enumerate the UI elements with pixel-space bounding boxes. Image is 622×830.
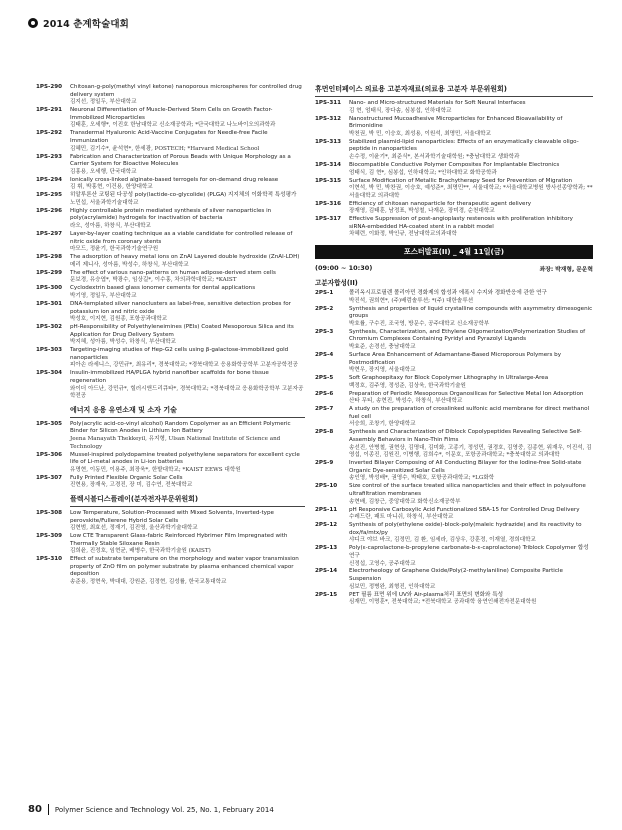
entry-authors: 김태훈, 오세행*, 이진호 한남대학교 신소재공학과; *단국대학교 나노바이오의과학과 — [70, 122, 276, 129]
program-entry — [315, 391, 593, 406]
entry-id: 1PS-311 — [315, 100, 342, 106]
entry-title: Efficiency of chitosan nanoparticle for therapeutic agent delivery — [349, 200, 532, 207]
entry-id: 1PS-314 — [315, 161, 342, 168]
entry-title: Low CTE Transparent Glass-fabric Reinforced Hybrimer Film Impregnated with Thermally Stable Siloxane Resin — [70, 533, 288, 547]
entry-body — [349, 216, 593, 239]
entry-body — [70, 421, 305, 451]
entry-authors: 이현석, 박 민, 박찬권, 이승호, 예성준*, 최명민**, 서울대학교; *서울대학교병원 방사선종양학과; **서울대학교 의과대학 — [349, 185, 593, 199]
section-title-flexible-display: 플렉시블디스플레이(분자전자부문위원회) — [70, 494, 305, 507]
entry-id: 1PS-307 — [36, 474, 63, 481]
entry-body — [70, 154, 305, 177]
entry-id: 1PS-309 — [36, 533, 63, 540]
entry-title: Highly controllable protein mediated synthesis of silver nanoparticles in poly(acrylamide) hydrogels for inactivation of bacteria — [70, 207, 272, 222]
entry-authors: 김 휘, 박홍현, 이건용, 한양대학교 — [70, 184, 153, 191]
entry-body — [349, 352, 593, 375]
entry-title: Targeting-imaging studies of Hep-G2 cells using β-galactose-immobilized gold nanoparticles — [70, 347, 289, 361]
entry-title: Layer-by-layer coating technique as a viable candidate for controlled release of nitric oxide from coronary stents — [70, 231, 293, 245]
program-entry — [36, 84, 305, 107]
entry-id: 1PS-303 — [36, 347, 63, 354]
entry-authors: 김지선, 정일두, 부산대학교 — [70, 99, 137, 106]
entry-id: 1PS-300 — [36, 285, 63, 292]
entry-title: pH-Responsibility of Polyethyleneimines (PEIs) Coated Mesoporous Silica and its Application for Drug Delivery System — [70, 324, 294, 338]
entry-body — [349, 406, 593, 429]
entry-title: Synthesis and properties of liquid crystalline compounds with asymmetry dimesogenic groups — [349, 305, 593, 320]
program-entry — [36, 509, 305, 533]
entry-title: Electrorheology of Graphene Oxide/Poly(2-methylaniline) Composite Particle Suspension — [349, 568, 563, 583]
entry-authors: 심보민, 정병완, 최형진, 인하대학교 — [349, 583, 436, 590]
program-entry — [315, 460, 593, 483]
entry-body — [349, 592, 593, 607]
entry-title: 히알루론산 코팅된 다공성 poly(lactide-co-glycolide) (PLGA) 지지체의 이화학적 특성평가 — [70, 192, 297, 199]
entry-body — [349, 391, 593, 406]
program-entry — [315, 483, 593, 506]
entry-id: 2PS-10 — [315, 483, 338, 490]
entry-id: 2PS-4 — [315, 351, 334, 358]
entry-body — [349, 545, 593, 568]
entry-id: 1PS-294 — [36, 176, 63, 183]
entry-body — [349, 429, 593, 459]
entry-title: The effect of various nano-patterns on human adipose-derived stem cells — [70, 269, 276, 276]
entry-title: Chitosan-g-poly(methyl vinyl ketone) nanoporous microspheres for controlled drug delivery system — [70, 84, 302, 98]
entry-authors: 박현우, 장지영, 서울대학교 — [349, 367, 416, 374]
entry-id: 1PS-296 — [36, 207, 63, 214]
entry-title: Transdermal Hyaluronic Acid-Vaccine Conjugates for Needle-free Facile Immunization — [70, 130, 268, 144]
entry-title: Effect of substrate temperature on the morphology and water vapor transmission property of ZnO film on polymer substrate by plasma enhanced chemical vapor deposition — [70, 556, 299, 578]
entry-list-energy — [36, 420, 305, 490]
entry-id: 2PS-1 — [315, 290, 334, 297]
program-entry — [315, 329, 593, 352]
entry-body — [349, 306, 593, 329]
journal-citation: Polymer Science and Technology Vol. 25, No. 1, February 2014 — [54, 805, 274, 814]
entry-body — [70, 254, 305, 269]
program-entry — [315, 201, 593, 216]
entry-id: 1PS-299 — [36, 269, 63, 276]
program-entry — [36, 192, 305, 207]
entry-title: Stabilized plasmid-lipid nanoparticles: Effects of an enzymatically cleavable oligo-peptide in nanoparticles — [349, 138, 579, 153]
entry-body — [349, 201, 593, 216]
program-entry — [36, 153, 305, 177]
entry-title: DNA-templated silver nanoclusters as label-free, sensitive detection probes for potassium ion and nitric oxide — [70, 300, 291, 315]
entry-authors: 마모드, 정윤기, 한국과학기술연구원 — [70, 246, 159, 253]
entry-list-flexible-display — [36, 509, 305, 587]
entry-id: 2PS-8 — [315, 429, 334, 436]
entry-body — [349, 568, 593, 591]
entry-id: 1PS-292 — [36, 130, 63, 137]
entry-id: 2PS-14 — [315, 568, 338, 575]
entry-body — [349, 507, 593, 522]
entry-title: Biocompatible Conductive Polymer Composites For Implantable Electronics — [349, 161, 560, 168]
program-entry — [36, 269, 305, 285]
entry-body — [70, 84, 305, 107]
entry-authors: 김현범, 최효선, 정재기, 김진영, 울산과학기술대학교 — [70, 525, 198, 532]
entry-body — [70, 192, 305, 207]
program-entry — [36, 254, 305, 269]
program-entry — [315, 216, 593, 239]
entry-id: 1PS-308 — [36, 509, 63, 516]
program-entry — [36, 474, 305, 490]
program-entry — [36, 176, 305, 192]
entry-authors: 와이더 아드난, 강민규*, 힐러시앤드리큐타*, 경북대학교; *경북대학교 응용화학공학부 고분자공학전공 — [70, 385, 304, 400]
entry-authors: 박기영, 정일두, 부산대학교 — [70, 292, 137, 299]
program-entry — [36, 451, 305, 475]
entry-title: Poly(acrylic acid-co-vinyl alcohol) Random Copolymer as an Efficient Polymeric Binder for Silicon Anodes in Lithium Ion Battery — [70, 420, 291, 435]
program-entry — [36, 420, 305, 451]
entry-id: 1PS-293 — [36, 153, 63, 160]
program-entry — [315, 545, 593, 568]
page-footer — [28, 804, 274, 815]
session-time-row — [315, 264, 593, 273]
entry-title: Synthesis of poly(ethylene oxide)-block-poly(maleic hydrazide) and its reactivity to dox/fa/mtx/py — [349, 522, 582, 536]
entry-body — [349, 375, 593, 390]
entry-authors: 피아손 라세니스, 강민규*, 최유리*, 경북대학교; *경북대학교 응용화학공학부 고분자공학전공 — [70, 362, 298, 369]
entry-body — [349, 460, 593, 483]
entry-title: Ionically cross-linked alginate-based terrogels for on-demand drug release — [70, 176, 279, 183]
entry-authors: 박호률, 구수진, 조국영, 방문수, 공주대학교 신소재공학부 — [349, 320, 490, 327]
entry-id: 2PS-5 — [315, 375, 334, 382]
entry-title: Nanostructured Mucoadhesive Microparticles for Enhanced Bioavailability of Brimonidine — [349, 115, 563, 130]
entry-authors: 김홍용, 오세행, 단국대학교 — [70, 168, 137, 175]
entry-authors: 진현용, 장재욱, 고경진, 장 미, 김수연, 전북대학교 — [70, 482, 193, 489]
entry-body — [70, 452, 305, 475]
program-entry — [36, 556, 305, 586]
entry-authors: 박천권, 박 민, 이승호, 최성용, 이원석, 최명민, 서울대학교 — [349, 130, 491, 137]
program-entry — [315, 100, 593, 115]
entry-authors: 신정섭, 고영수, 공주대학교 — [349, 560, 416, 567]
entry-authors: 김 현, 엄태식, 장다솜, 심봉섭, 인하대학교 — [349, 107, 452, 114]
entry-body — [349, 329, 593, 352]
entry-id: 1PS-302 — [36, 324, 63, 331]
program-entry — [36, 231, 305, 254]
entry-id: 1PS-301 — [36, 300, 63, 307]
entry-authors: 박지혜, 성아름, 박성수, 하창식, 부산대학교 — [70, 339, 177, 346]
entry-title: Low Temperature, Solution-Processed with Mixed Solvents, Inverted-type perovskite/Fullerene Hybrid Solar Cells — [70, 509, 274, 524]
entry-id: 2PS-12 — [315, 522, 338, 529]
program-entry — [36, 207, 305, 231]
entry-body — [70, 347, 305, 370]
entry-id: 1PS-290 — [36, 84, 63, 90]
program-entry — [36, 130, 305, 153]
entry-title: Inverted Bilayer Composing of All Conducting Bilayer for the Iodine-free Solid-state Organic Dye-sensitized Solar Cells — [349, 460, 582, 474]
program-entry — [315, 352, 593, 375]
program-entry — [36, 370, 305, 400]
entry-title: pH Responsive Carboxylic Acid Functionalized SBA-15 for Controlled Drug Delivery — [349, 506, 580, 513]
entry-authors: 샤디크 야브 바크, 김정민, 김 환, 임세라, 김상우, 강훈정, 이재열, 경희대학교 — [349, 537, 536, 544]
session-chair: 좌장: 박재형, 문운혁 — [539, 267, 593, 274]
entry-authors: 산타 무티, 송현진, 박성수, 하창식, 부산대학교 — [349, 398, 463, 405]
entry-authors: 차혜련, 이화정, 박인규, 전남대학교의과대학 — [349, 231, 457, 238]
program-entry — [315, 406, 593, 429]
entry-title: Surface Modification of Metallic Brachytherapy Seed for Prevention of Migration — [349, 177, 573, 184]
entry-body — [349, 178, 593, 201]
entry-authors: 김혜민, 김기수*, 윤석현*, 한세광, POSTECH; *Harvard Medical School — [70, 145, 260, 152]
entry-id: 1PS-304 — [36, 370, 63, 377]
entry-body — [349, 162, 593, 177]
program-entry — [315, 178, 593, 201]
section-title-medical: 휴먼인터페이스 의료용 고분자재료(의료용 고분자 부문위원회) — [315, 84, 593, 97]
entry-id: 1PS-315 — [315, 177, 342, 184]
entry-body — [349, 483, 593, 506]
entry-list-biomaterials — [36, 84, 305, 401]
entry-body — [349, 116, 593, 139]
entry-title: Nano- and Micro-structured Materials for Soft Neural Interfaces — [349, 100, 526, 106]
page-header — [28, 16, 129, 30]
entry-list-polymer-synthesis — [315, 290, 593, 607]
entry-id: 2PS-13 — [315, 545, 338, 552]
program-entry — [36, 300, 305, 324]
entry-title: A study on the preparation of crosslinked sulfonic acid membrane for direct methanol fuel cell — [349, 406, 590, 420]
entry-body — [70, 270, 305, 285]
entry-body — [70, 301, 305, 324]
entry-title: 폴리옥시프로필렌 폴리아민 경화제의 합성과 에폭시 수지와 경화반응에 관한 연구 — [349, 290, 547, 297]
entry-authors: 수레드란, 패트 마니쉬, 하창식, 부산대학교 — [349, 514, 454, 521]
entry-id: 1PS-291 — [36, 107, 63, 114]
entry-authors: 송준용, 정현욱, 박대대, 강원준, 김정현, 김성률, 한국교통대학교 — [70, 579, 227, 586]
entry-title: Insulin-immobilized HA/PLGA hybrid nanofiber scaffolds for bone tissue regeneration — [70, 370, 269, 385]
entry-authors: 박진석, 권희현*, (주)배럼솔루션; *(주) 대한솔루션 — [349, 297, 474, 304]
entry-authors: 김희윤, 진정호, 임현균, 배병수, 한국과학기술원 (KAIST) — [70, 548, 211, 555]
entry-authors: 송선진, 안병철, 권현상, 김명대, 김미화, 고종기, 정성민, 권경호, 김영중, 김종현, 위재우, 이진석, 김영섭, 이종진, 김원진, 이병행, 김희수*, 이문호, 포항공과대학교; *충북대학교 의과대학 — [349, 444, 592, 459]
poster-session-bar: 포스터발표(II) _ 4월 11일(금) — [315, 245, 593, 259]
entry-body — [70, 107, 305, 130]
entry-authors: 유명현, 이동민, 이용주, 최장욱*, 한밭대학교; *KAIST EEWS 대학원 — [70, 466, 241, 473]
entry-body — [70, 177, 305, 192]
program-entry — [315, 306, 593, 329]
entry-title: Cyclodextrin based glass ionomer cements for dental applications — [70, 285, 256, 292]
entry-authors: Jeena Manayath Thekkeyil, 유지형, Ulsan National Institute of Science and Technology — [70, 436, 281, 450]
entry-id: 2PS-7 — [315, 406, 334, 413]
entry-authors: 박성호, 이지현, 김원종, 포항공과대학교 — [70, 316, 168, 323]
entry-body — [70, 285, 305, 300]
entry-body — [70, 510, 305, 533]
entry-id: 1PS-297 — [36, 231, 63, 238]
entry-authors: 장재영, 김태훈, 남정표, 박성철, 나재운, 장미경, 순천대학교 — [349, 208, 495, 215]
program-entry — [315, 592, 593, 607]
entry-id: 2PS-3 — [315, 328, 334, 335]
entry-authors: 서승희, 조창기, 한양대학교 — [349, 421, 416, 428]
entry-id: 2PS-9 — [315, 460, 334, 467]
entry-authors: 심재민, 이명훈*, 전북대학교; *전북대학교 공과대학 융연인쇄전자전문대학원 — [349, 599, 537, 606]
program-entry — [315, 568, 593, 591]
entry-list-medical — [315, 100, 593, 239]
entry-authors: 메리 제니사, 성아름, 박성수, 하창식, 부산대학교 — [70, 261, 189, 268]
entry-id: 1PS-317 — [315, 216, 342, 223]
program-entry — [315, 522, 593, 545]
program-entry — [315, 429, 593, 459]
entry-body — [349, 290, 593, 305]
program-entry — [315, 290, 593, 305]
entry-body — [70, 208, 305, 231]
program-entry — [36, 533, 305, 556]
entry-authors: 박효준, 손경선, 충남대학교 — [349, 343, 416, 350]
entry-title: The adsorption of heavy metal ions on ZnAl Layered double hydroxide (ZnAl-LDH) — [70, 254, 300, 261]
entry-authors: 노민섭, 서울과학기술대학교 — [70, 199, 139, 206]
entry-title: Surface Area Enhancement of Adamantane-Based Microporous Polymers by Postmodification — [349, 351, 562, 366]
entry-authors: 송인영, 박성배*, 권영수, 박태호, 포항공과대학교; *LG화학 — [349, 475, 495, 482]
left-column — [36, 84, 305, 587]
entry-authors: 백정호, 김주영, 정성준, 김상욱, 한국과학기술원 — [349, 382, 466, 389]
entry-title: Preparation of Periodic Mesoporous Organosilicas for Selective Metal Ion Adsorption — [349, 390, 584, 397]
entry-id: 1PS-313 — [315, 138, 342, 145]
entry-body — [70, 231, 305, 254]
entry-title: Soft Graphoepitaxy for Block Copolymer Lithography in Ultralarge-Area — [349, 375, 549, 382]
entry-id: 1PS-316 — [315, 200, 342, 207]
entry-body — [70, 324, 305, 347]
entry-body — [349, 139, 593, 162]
entry-body — [349, 522, 593, 545]
entry-id: 2PS-6 — [315, 390, 334, 397]
program-entry — [315, 139, 593, 162]
entry-title: Poly(ε-caprolactone-b-propylene carbonate-b-ε-caprolactone) Triblock Copolymer 합성연구 — [349, 545, 589, 559]
entry-authors: 엄태식, 김 현*, 심봉섭, 인하대학교; *인하대학교 화학공학과 — [349, 169, 497, 176]
entry-body — [70, 556, 305, 586]
program-entry — [36, 347, 305, 370]
footer-divider — [48, 804, 49, 815]
entry-id: 1PS-312 — [315, 115, 342, 122]
program-entry — [36, 285, 305, 300]
program-entry — [315, 507, 593, 522]
entry-id: 1PS-306 — [36, 451, 63, 458]
entry-title: Fabrication and Characterization of Porous Beads with Unique Morphology as a Carrier System for Bioactive Molecules — [70, 153, 291, 168]
entry-title: Fully Printed Flexible Organic Solar Cells — [70, 474, 183, 481]
entry-body — [70, 533, 305, 556]
entry-id: 1PS-305 — [36, 420, 63, 427]
entry-body — [70, 370, 305, 400]
session-time: (09:00 ~ 10:30) — [315, 264, 373, 273]
entry-id: 1PS-295 — [36, 192, 63, 199]
entry-title: Synthesis, Characterization, and Ethylene Oligomerization/Polymerization Studies of Chromium Complexes Containing Pyridyl and Pyrazolyl Ligands — [349, 328, 586, 343]
entry-authors: 라오, 성아름, 하창식, 부산대학교 — [70, 223, 151, 230]
header-title: 2014 춘계학술대회 — [43, 19, 129, 30]
entry-id: 2PS-11 — [315, 506, 338, 513]
program-entry — [315, 116, 593, 139]
entry-title: Neuronal Differentiation of Muscle-Derived Stem Cells on Growth Factor-Immobilized Microparticles — [70, 107, 273, 121]
entry-body — [70, 130, 305, 153]
entry-title: Effective Suppression of post-angioplasty restenosis with proliferation inhibitory siRNA-embedded HA-coated stent in a rabbit model — [349, 216, 573, 230]
right-column — [315, 80, 593, 607]
entry-body — [70, 475, 305, 490]
entry-title: Synthesis and Characterization of Diblock Copolypeptides Revealing Selective Self-Assembly Behaviors in Nano-Thin Films — [349, 429, 582, 444]
entry-body — [349, 100, 593, 115]
entry-authors: 손수정, 이윤기*, 최준식*, 본서과학기술대학원; *충남대학교 생화학과 — [349, 153, 520, 160]
entry-id: 1PS-310 — [36, 556, 63, 563]
program-entry — [36, 107, 305, 130]
page-number: 80 — [28, 804, 42, 815]
conference-logo-icon — [28, 18, 38, 28]
entry-authors: 송현배, 김창근, 중앙대학교 화학신소재공학부 — [349, 498, 461, 505]
entry-id: 2PS-2 — [315, 305, 334, 312]
program-entry — [36, 324, 305, 347]
program-entry — [315, 375, 593, 390]
entry-authors: 문보경, 유승엽*, 박광수, 임상길*, 이수홍, 차의과학대학교; *KAIST — [70, 277, 237, 284]
entry-title: PET 필름 표면 위에 UV와 Air-plasma처리 표면의 변화와 특성 — [349, 591, 503, 598]
entry-id: 1PS-298 — [36, 254, 63, 261]
section-title-energy: 에너지 응용 유연소재 및 소자 기술 — [70, 405, 305, 418]
program-entry — [315, 162, 593, 177]
section-title-polymer-synthesis: 고분자합성(II) — [315, 279, 358, 288]
entry-title: Size control of the surface treated silica nanoparticles and their effect in polysulfone ultrafiltration membranes — [349, 483, 586, 497]
entry-id: 2PS-15 — [315, 591, 338, 598]
entry-title: Mussel-inspired polydopamine treated polyethylene separators for excellent cycle life of Li-metal anodes in Li-ion batteries — [70, 451, 300, 466]
